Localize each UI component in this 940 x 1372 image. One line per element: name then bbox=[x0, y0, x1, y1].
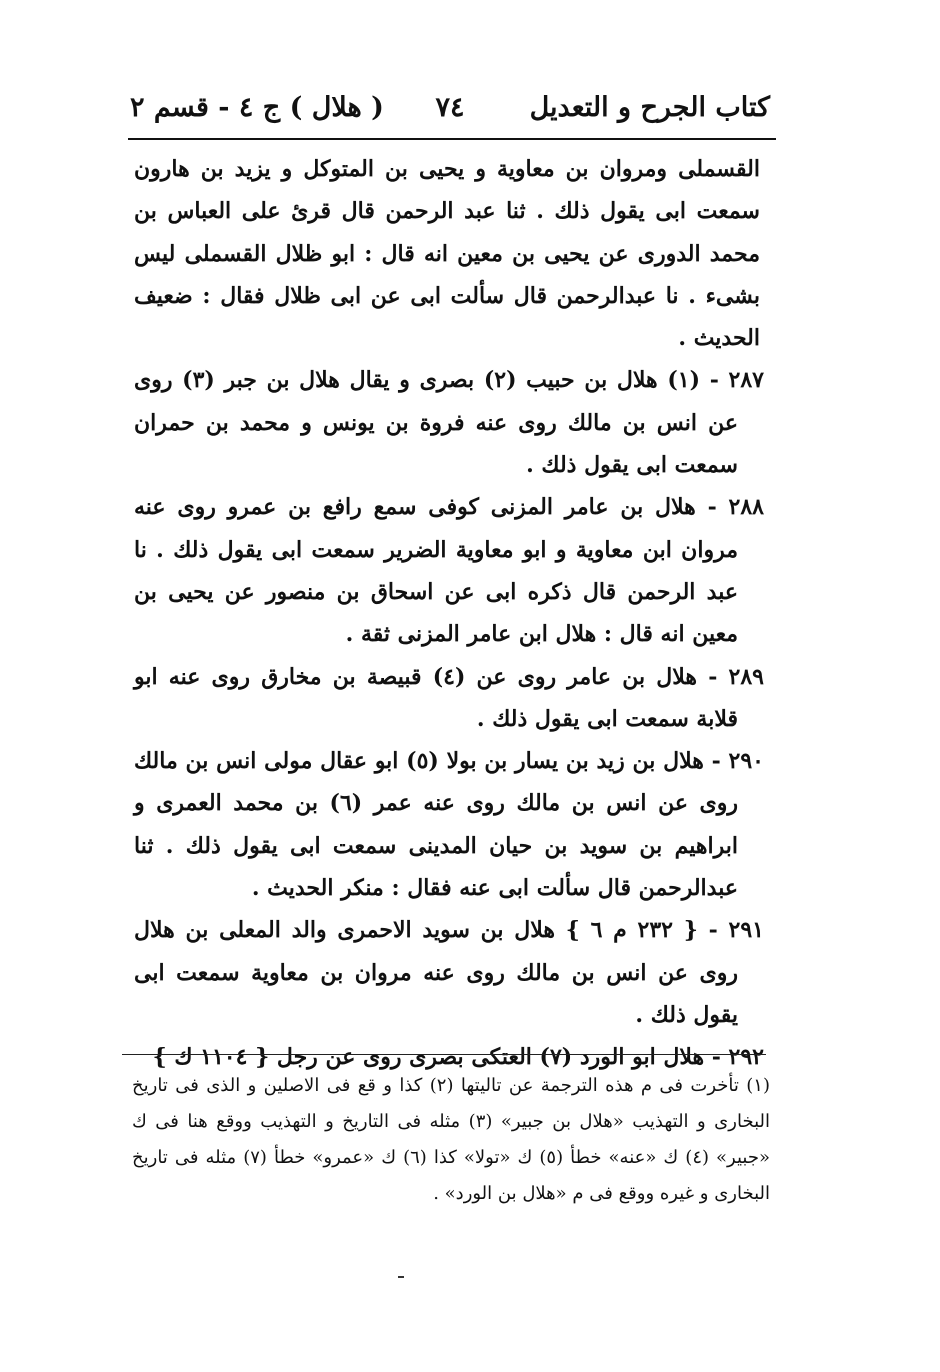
entry-text: - { ٢٣٢ م ٦ } هلال بن سويد الاحمرى والد المعلى بن هلال روى عن انس بن مالك روى عنه مروان بن معاوية سمعت ابى يقول ذلك . bbox=[134, 917, 738, 1028]
entry-number: ٢٩٠ bbox=[728, 748, 764, 775]
entry-text: - هلال ابو الورد (٧) العتكى بصرى روى عن رجل { ١١٠٤ ك } bbox=[152, 1044, 721, 1071]
entry-number: ٢٨٩ bbox=[728, 663, 764, 690]
footnotes bbox=[132, 1068, 770, 1212]
running-head bbox=[130, 86, 770, 130]
bottom-mark bbox=[398, 1276, 404, 1278]
entry-text: - هلال بن عامر روى عن (٤) قبيصة بن مخارق روى عنه ابو قلابة سمعت ابى يقول ذلك . bbox=[134, 663, 738, 732]
entry-text: - هلال بن زيد بن يسار بن بولا (٥) ابو عقال مولى انس بن مالك روى عن انس بن مالك روى عنه عمر (٦) بن محمد العمرى و ابراهيم بن سويد بن حيان المدينى سمعت ابى يقول ذلك . ثنا عبدالرحمن قال سألت ابى عنه فقال : منكر الحديث . bbox=[134, 748, 738, 902]
footnote-rule bbox=[122, 1054, 766, 1055]
body-text bbox=[134, 148, 764, 1079]
entry-number: ٢٩١ bbox=[728, 917, 764, 944]
book-title: كتاب الجرح و التعديل bbox=[529, 92, 770, 123]
entry-291 bbox=[134, 909, 764, 1036]
entry-288 bbox=[134, 486, 764, 655]
entry-289 bbox=[134, 656, 764, 741]
entry-number: ٢٩٢ bbox=[728, 1044, 764, 1071]
section-label: ( هلال ) ج ٤ - قسم ٢ bbox=[130, 92, 384, 123]
footnote-text: (١) تأخرت فى م هذه الترجمة عن تاليتها (٢) كذا و قع فى الاصلين و الذى فى تاريخ البخارى و التهذيب «هلال بن جبير» (٣) مثله فى التاريخ و التهذيب ووقع هنا فى ك «جبير» (٤) ك «عنه» خطأ (٥) ك «تولا» كذا (٦) ك «عمرو» خطأ (٧) مثله فى تاريخ البخارى و غيره ووقع فى م «هلال بن الورد» . bbox=[132, 1075, 770, 1204]
entry-text: - (١) هلال بن حبيب (٢) بصرى و يقال هلال بن جبر (٣) روى عن انس بن مالك روى عنه فروة بن يونس و محمد بن حمران سمعت ابى يقول ذلك . bbox=[134, 367, 738, 479]
header-rule bbox=[128, 138, 776, 140]
intro-paragraph: القسملى ومروان بن معاوية و يحيى بن المتوكل و يزيد بن هارون سمعت ابى يقول ذلك . ثنا عبد الرحمن قال قرئ على العباس بن محمد الدورى عن يحيى بن معين انه قال : ابو ظلال القسملى ليس بشىء . نا عبدالرحمن قال سألت ابى عن ابى ظلال فقال : ضعيف الحديث . bbox=[134, 156, 760, 352]
page-number: ٧٤ bbox=[435, 92, 465, 123]
entry-287 bbox=[134, 359, 764, 486]
entry-number: ٢٨٧ bbox=[728, 367, 764, 394]
entry-290 bbox=[134, 740, 764, 909]
entry-number: ٢٨٨ bbox=[728, 494, 764, 521]
entry-text: - هلال بن عامر المزنى كوفى سمع رافع بن عمرو روى عنه مروان ابن معاوية و ابو معاوية الضرير سمعت ابى يقول ذلك . نا عبد الرحمن قال ذكره ابى عن اسحاق بن منصور عن يحيى بن معين انه قال : هلال ابن عامر المزنى ثقة . bbox=[134, 494, 738, 648]
